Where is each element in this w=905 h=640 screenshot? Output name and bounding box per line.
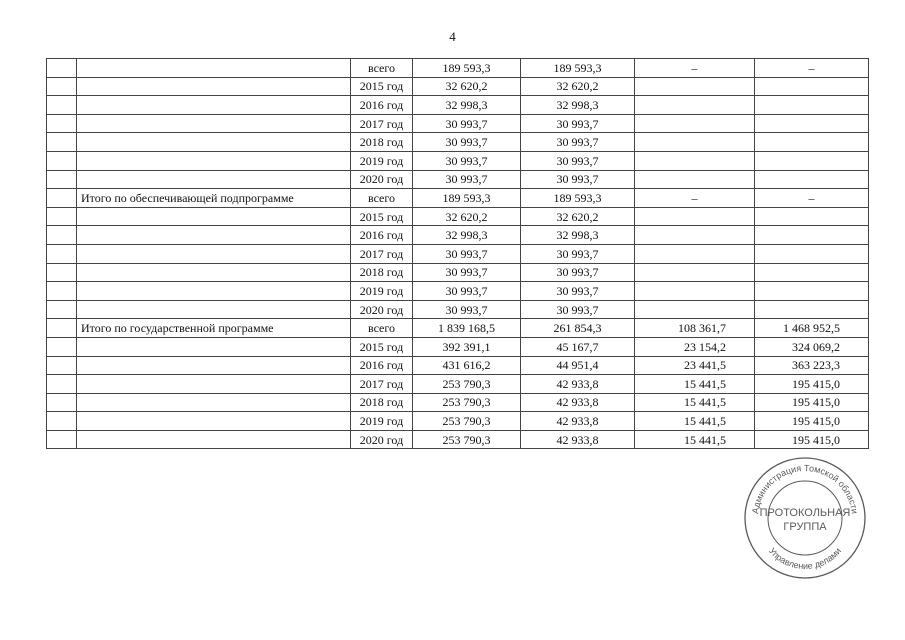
period-cell: 2018 год — [351, 393, 413, 412]
source-2-cell: 30 993,7 — [521, 300, 635, 319]
period-cell: всего — [351, 59, 413, 78]
total-cell: 189 593,3 — [413, 189, 521, 208]
source-4-cell: 363 223,3 — [755, 356, 869, 375]
table-row — [47, 244, 869, 263]
period-cell: 2020 год — [351, 300, 413, 319]
source-4-cell: 195 415,0 — [755, 430, 869, 449]
source-4-cell: 195 415,0 — [755, 412, 869, 431]
source-2-cell: 45 167,7 — [521, 337, 635, 356]
source-4-cell — [755, 282, 869, 301]
period-cell: 2020 год — [351, 430, 413, 449]
total-cell: 32 620,2 — [413, 207, 521, 226]
table-row — [47, 226, 869, 245]
source-2-cell: 32 620,2 — [521, 207, 635, 226]
table-row — [47, 207, 869, 226]
source-3-cell: – — [635, 189, 755, 208]
row-name-cell — [77, 282, 351, 301]
total-cell: 32 998,3 — [413, 96, 521, 115]
period-cell: 2018 год — [351, 133, 413, 152]
total-cell: 1 839 168,5 — [413, 319, 521, 338]
table-row — [47, 59, 869, 78]
row-name-cell — [77, 170, 351, 189]
source-4-cell: 324 069,2 — [755, 337, 869, 356]
row-name-cell — [77, 59, 351, 78]
source-3-cell: 23 154,2 — [635, 337, 755, 356]
row-number-cell — [47, 393, 77, 412]
row-name-cell — [77, 375, 351, 394]
source-2-cell: 30 993,7 — [521, 170, 635, 189]
source-2-cell: 189 593,3 — [521, 59, 635, 78]
row-number-cell — [47, 133, 77, 152]
total-cell: 30 993,7 — [413, 282, 521, 301]
row-number-cell — [47, 151, 77, 170]
source-4-cell: – — [755, 189, 869, 208]
source-4-cell — [755, 114, 869, 133]
source-3-cell — [635, 151, 755, 170]
source-2-cell: 30 993,7 — [521, 114, 635, 133]
source-3-cell — [635, 300, 755, 319]
source-2-cell: 30 993,7 — [521, 133, 635, 152]
period-cell: 2016 год — [351, 356, 413, 375]
row-name-cell: Итого по государственной программе — [77, 319, 351, 338]
row-number-cell — [47, 226, 77, 245]
source-3-cell: 15 441,5 — [635, 430, 755, 449]
row-name-cell — [77, 300, 351, 319]
total-cell: 30 993,7 — [413, 263, 521, 282]
row-name-cell — [77, 207, 351, 226]
period-cell: 2019 год — [351, 151, 413, 170]
table-row — [47, 189, 869, 208]
source-3-cell — [635, 207, 755, 226]
table-row — [47, 114, 869, 133]
total-cell: 30 993,7 — [413, 170, 521, 189]
source-2-cell: 30 993,7 — [521, 282, 635, 301]
row-number-cell — [47, 207, 77, 226]
total-cell: 30 993,7 — [413, 300, 521, 319]
source-4-cell — [755, 244, 869, 263]
source-3-cell: 108 361,7 — [635, 319, 755, 338]
source-3-cell — [635, 96, 755, 115]
period-cell: 2019 год — [351, 282, 413, 301]
table-row — [47, 375, 869, 394]
table-row — [47, 412, 869, 431]
source-4-cell: – — [755, 59, 869, 78]
row-number-cell — [47, 77, 77, 96]
source-4-cell — [755, 207, 869, 226]
source-4-cell — [755, 151, 869, 170]
row-name-cell — [77, 430, 351, 449]
source-3-cell: – — [635, 59, 755, 78]
source-2-cell: 30 993,7 — [521, 151, 635, 170]
source-2-cell: 189 593,3 — [521, 189, 635, 208]
total-cell: 189 593,3 — [413, 59, 521, 78]
row-number-cell — [47, 356, 77, 375]
period-cell: 2016 год — [351, 96, 413, 115]
source-2-cell: 30 993,7 — [521, 263, 635, 282]
source-2-cell: 44 951,4 — [521, 356, 635, 375]
source-4-cell — [755, 133, 869, 152]
source-2-cell: 30 993,7 — [521, 244, 635, 263]
period-cell: 2015 год — [351, 337, 413, 356]
table-row — [47, 393, 869, 412]
source-4-cell — [755, 300, 869, 319]
row-name-cell — [77, 244, 351, 263]
source-3-cell — [635, 263, 755, 282]
row-number-cell — [47, 412, 77, 431]
table-row — [47, 319, 869, 338]
source-4-cell — [755, 96, 869, 115]
source-2-cell: 32 998,3 — [521, 96, 635, 115]
source-3-cell: 15 441,5 — [635, 412, 755, 431]
row-number-cell — [47, 263, 77, 282]
page-number: 4 — [449, 29, 456, 44]
table-row — [47, 170, 869, 189]
row-number-cell — [47, 170, 77, 189]
row-name-cell — [77, 114, 351, 133]
source-4-cell: 195 415,0 — [755, 375, 869, 394]
row-number-cell — [47, 96, 77, 115]
source-4-cell — [755, 77, 869, 96]
source-4-cell — [755, 226, 869, 245]
table-row — [47, 96, 869, 115]
total-cell: 32 998,3 — [413, 226, 521, 245]
row-name-cell — [77, 412, 351, 431]
table-row — [47, 263, 869, 282]
table-row — [47, 356, 869, 375]
row-name-cell — [77, 77, 351, 96]
table-row — [47, 77, 869, 96]
row-number-cell — [47, 59, 77, 78]
period-cell: 2017 год — [351, 375, 413, 394]
row-name-cell — [77, 151, 351, 170]
row-number-cell — [47, 300, 77, 319]
row-name-cell: Итого по обеспечивающей подпрограмме — [77, 189, 351, 208]
source-3-cell — [635, 170, 755, 189]
total-cell: 30 993,7 — [413, 244, 521, 263]
table-row — [47, 133, 869, 152]
total-cell: 392 391,1 — [413, 337, 521, 356]
source-3-cell — [635, 77, 755, 96]
total-cell: 253 790,3 — [413, 430, 521, 449]
source-3-cell — [635, 282, 755, 301]
source-2-cell: 42 933,8 — [521, 412, 635, 431]
row-number-cell — [47, 244, 77, 263]
row-number-cell — [47, 319, 77, 338]
total-cell: 431 616,2 — [413, 356, 521, 375]
period-cell: 2019 год — [351, 412, 413, 431]
row-name-cell — [77, 263, 351, 282]
table-row — [47, 430, 869, 449]
table-row — [47, 282, 869, 301]
source-2-cell: 261 854,3 — [521, 319, 635, 338]
row-name-cell — [77, 356, 351, 375]
source-4-cell — [755, 263, 869, 282]
period-cell: 2017 год — [351, 114, 413, 133]
stamp-center-line-1: ПРОТОКОЛЬНАЯ — [759, 507, 851, 519]
source-3-cell: 23 441,5 — [635, 356, 755, 375]
row-number-cell — [47, 375, 77, 394]
source-3-cell — [635, 114, 755, 133]
period-cell: 2020 год — [351, 170, 413, 189]
row-name-cell — [77, 226, 351, 245]
table-row — [47, 151, 869, 170]
total-cell: 253 790,3 — [413, 412, 521, 431]
source-4-cell: 1 468 952,5 — [755, 319, 869, 338]
total-cell: 30 993,7 — [413, 114, 521, 133]
source-3-cell: 15 441,5 — [635, 393, 755, 412]
total-cell: 32 620,2 — [413, 77, 521, 96]
row-name-cell — [77, 393, 351, 412]
source-4-cell: 195 415,0 — [755, 393, 869, 412]
protocol-group-stamp — [742, 455, 868, 581]
row-name-cell — [77, 96, 351, 115]
period-cell: всего — [351, 319, 413, 338]
row-name-cell — [77, 337, 351, 356]
source-3-cell: 15 441,5 — [635, 375, 755, 394]
period-cell: 2017 год — [351, 244, 413, 263]
table-row — [47, 337, 869, 356]
table-body — [47, 59, 869, 449]
table-row — [47, 300, 869, 319]
total-cell: 253 790,3 — [413, 393, 521, 412]
period-cell: 2018 год — [351, 263, 413, 282]
row-name-cell — [77, 133, 351, 152]
source-3-cell — [635, 133, 755, 152]
period-cell: 2015 год — [351, 207, 413, 226]
source-3-cell — [635, 226, 755, 245]
stamp-ring-top-text: Администрация Томской области — [750, 462, 860, 515]
row-number-cell — [47, 282, 77, 301]
row-number-cell — [47, 189, 77, 208]
source-4-cell — [755, 170, 869, 189]
stamp-ring-bottom-text: Управление делами — [766, 545, 844, 572]
period-cell: 2015 год — [351, 77, 413, 96]
row-number-cell — [47, 430, 77, 449]
row-number-cell — [47, 114, 77, 133]
budget-table — [46, 58, 869, 449]
row-number-cell — [47, 337, 77, 356]
source-2-cell: 32 620,2 — [521, 77, 635, 96]
source-2-cell: 32 998,3 — [521, 226, 635, 245]
source-2-cell: 42 933,8 — [521, 393, 635, 412]
total-cell: 253 790,3 — [413, 375, 521, 394]
source-2-cell: 42 933,8 — [521, 375, 635, 394]
stamp-center-line-2: ГРУППА — [783, 521, 827, 533]
period-cell: всего — [351, 189, 413, 208]
source-2-cell: 42 933,8 — [521, 430, 635, 449]
source-3-cell — [635, 244, 755, 263]
total-cell: 30 993,7 — [413, 151, 521, 170]
period-cell: 2016 год — [351, 226, 413, 245]
total-cell: 30 993,7 — [413, 133, 521, 152]
